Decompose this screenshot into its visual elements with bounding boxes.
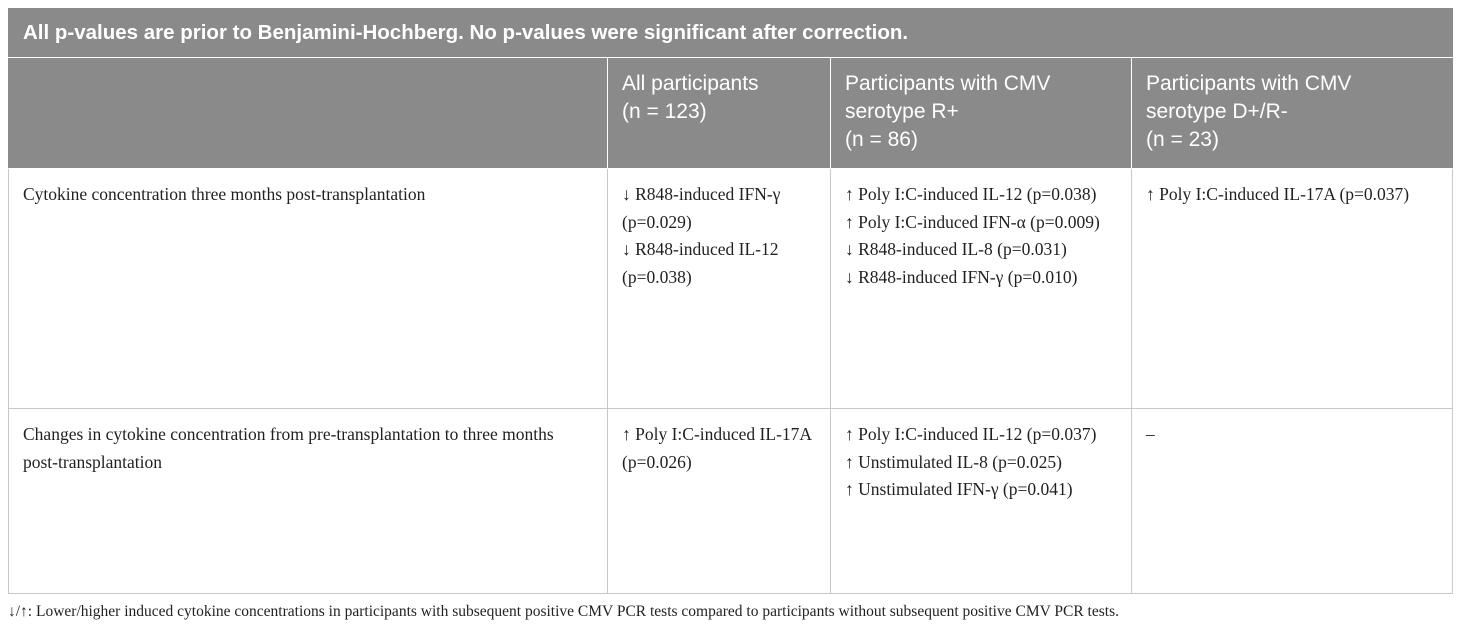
table-banner: All p-values are prior to Benjamini-Hochberg. No p-values were significant after correction. (9, 9, 1453, 58)
results-table (8, 8, 1453, 594)
result-entry: ↑ Unstimulated IFN-γ (p=0.041) (845, 479, 1073, 499)
table-container (8, 8, 1452, 622)
table-row (9, 409, 1453, 594)
result-entry: ↓ R848-induced IL-8 (p=0.031) (845, 239, 1067, 259)
table-row (9, 169, 1453, 409)
header-cmv-r-positive: Participants with CMV serotype R+ (n = 86) (831, 58, 1132, 169)
cell-all-participants (608, 409, 831, 594)
cell-cmv-d-positive-r-negative (1132, 409, 1453, 594)
cell-all-participants (608, 169, 831, 409)
result-entry: – (1146, 424, 1155, 444)
cell-cmv-r-positive (831, 169, 1132, 409)
row-label: Cytokine concentration three months post-transplantation (9, 169, 608, 409)
result-entry: ↑ Poly I:C-induced IFN-α (p=0.009) (845, 211, 1100, 232)
header-cmv-d-positive-r-negative: Participants with CMV serotype D+/R- (n = 23) (1132, 58, 1453, 169)
result-entry: ↑ Poly I:C-induced IL-12 (p=0.038) (845, 184, 1097, 204)
result-entry: ↑ Poly I:C-induced IL-17A (p=0.037) (1146, 184, 1410, 204)
cell-cmv-r-positive (831, 409, 1132, 594)
table-footnote: ↓/↑: Lower/higher induced cytokine concentrations in participants with subsequent positive CMV PCR tests compared to participants without subsequent positive CMV PCR tests. (8, 603, 1119, 620)
result-entry: ↑ Poly I:C-induced IL-17A (p=0.026) (622, 424, 812, 472)
result-entry: ↓ R848-induced IFN-γ (p=0.029) (622, 184, 781, 232)
row-label: Changes in cytokine concentration from pre-transplantation to three months post-transplantation (9, 409, 608, 594)
result-entry: ↓ R848-induced IL-12 (p=0.038) (622, 239, 779, 287)
header-empty (9, 58, 608, 169)
result-entry: ↑ Unstimulated IL-8 (p=0.025) (845, 451, 1062, 472)
result-entry: ↑ Poly I:C-induced IL-12 (p=0.037) (845, 424, 1097, 444)
header-all-participants: All participants (n = 123) (608, 58, 831, 169)
cell-cmv-d-positive-r-negative (1132, 169, 1453, 409)
result-entry: ↓ R848-induced IFN-γ (p=0.010) (845, 266, 1078, 287)
